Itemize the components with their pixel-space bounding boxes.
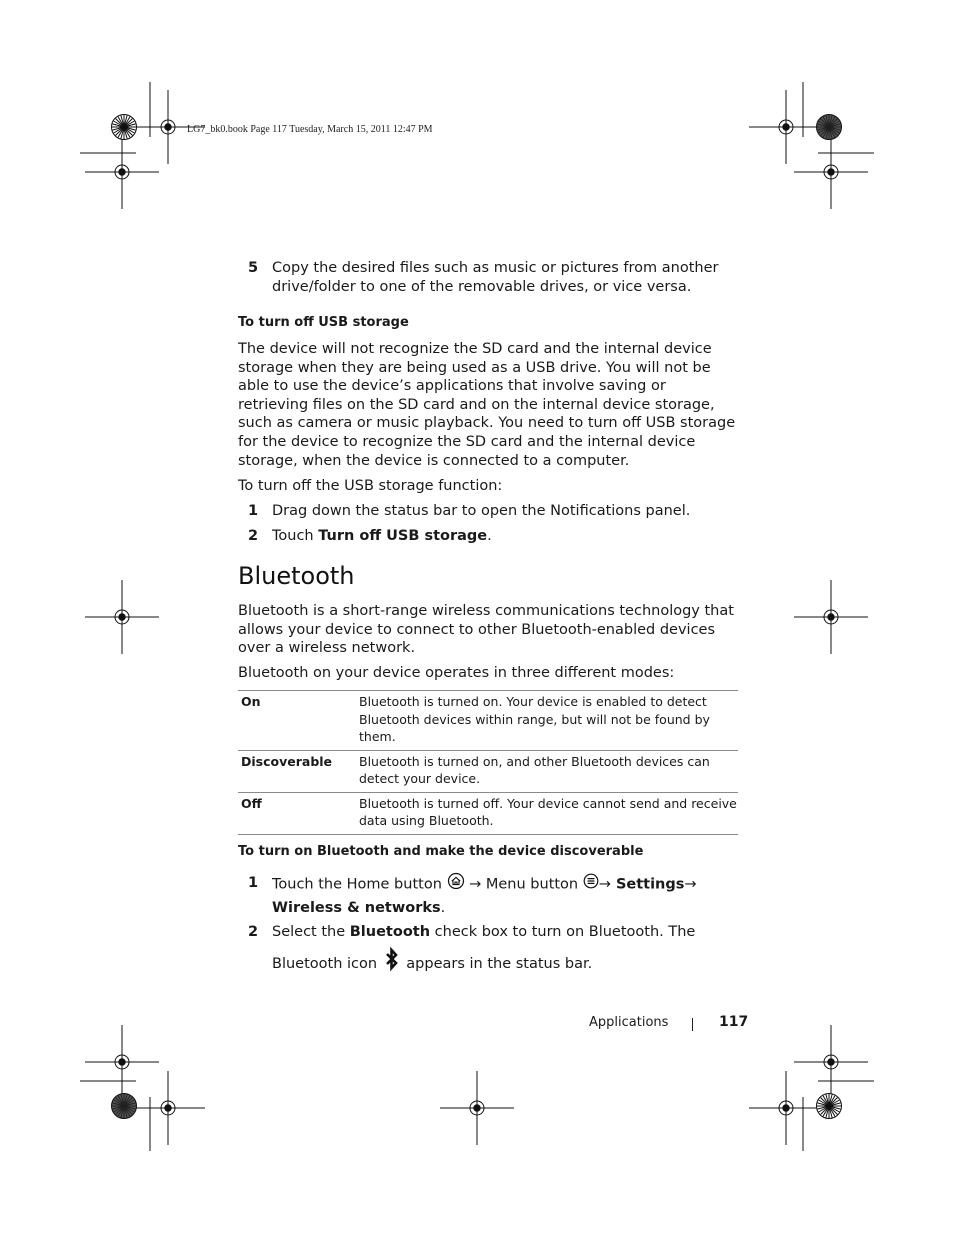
step-text [272, 527, 738, 546]
mode-description: Bluetooth is turned on. Your device is enabled to detect Bluetooth devices within range, but will not be found by them. [359, 694, 710, 744]
registration-target [131, 1071, 205, 1145]
mode-name: On [241, 694, 261, 709]
modes-intro: Bluetooth on your device operates in three different modes: [238, 665, 675, 681]
step-text-part: check box to turn on Bluetooth. The Bluetooth icon [272, 924, 696, 972]
bluetooth-step-2 [238, 918, 738, 982]
footer-divider [692, 1018, 693, 1031]
step-5 [238, 259, 738, 296]
starburst-mark [112, 115, 137, 140]
registration-target [794, 1025, 868, 1099]
bluetooth-title: Bluetooth [238, 562, 355, 590]
wireless-networks-label: Wireless & networks [272, 900, 441, 916]
step-text-part: appears in the status bar. [401, 956, 593, 972]
step-number: 1 [248, 503, 259, 519]
usb-step-2 [238, 527, 738, 546]
registration-target [440, 1071, 514, 1145]
mode-description: Bluetooth is turned off. Your device cannot send and receive data using Bluetooth. [359, 795, 737, 828]
step-suffix: . [487, 528, 492, 544]
usb-heading: To turn off USB storage [238, 315, 409, 330]
registration-target [749, 1071, 823, 1145]
mode-description: Bluetooth is turned on, and other Bluetooth devices can detect your device. [359, 753, 710, 786]
starburst-mark [112, 1094, 137, 1119]
registration-target [794, 135, 868, 209]
step-text-part: Touch the Home button [272, 876, 447, 893]
home-icon [447, 872, 465, 897]
registration-target [794, 580, 868, 654]
settings-label: Settings [610, 876, 685, 893]
table-row [238, 750, 738, 792]
usb-intro: To turn off the USB storage function: [238, 478, 503, 494]
footer-section-name: Applications [589, 1015, 669, 1030]
mode-name: Discoverable [241, 753, 333, 769]
bluetooth-checkbox-label: Bluetooth [349, 924, 431, 940]
bluetooth-step-1 [238, 872, 738, 919]
registration-target [749, 90, 823, 164]
registration-target [85, 1025, 159, 1099]
table-row [238, 691, 738, 751]
starburst-mark [817, 1094, 842, 1119]
step-text-part: Select the [272, 924, 350, 940]
step-number: 1 [248, 875, 259, 891]
step-number: 2 [248, 528, 259, 544]
step-prefix: Touch [272, 528, 319, 544]
step-text-part: . [440, 900, 446, 916]
discoverable-heading: To turn on Bluetooth and make the device discoverable [238, 844, 644, 859]
mode-name: Off [241, 795, 262, 811]
step-text-part: Menu button [481, 876, 583, 893]
bluetooth-modes-table [238, 690, 738, 835]
step-text: Copy the desired files such as music or pictures from another drive/folder to one of the removable drives, or vice versa. [272, 260, 719, 295]
bluetooth-icon [382, 946, 402, 982]
step-text [272, 918, 738, 982]
arrow: → [598, 876, 611, 893]
registration-target [85, 580, 159, 654]
starburst-mark [817, 115, 842, 140]
table-row [238, 792, 738, 834]
step-text: Drag down the status bar to open the Notifications panel. [272, 503, 691, 519]
step-text [272, 872, 738, 919]
usb-paragraph: The device will not recognize the SD card and the internal device storage when they are being used as a USB drive. You will not be able to use the device’s applications that involve saving or retrieving files on the SD card and on the internal device storage, such as camera or music playback. You need to turn off USB storage for the device to recognize the SD card and the internal device storage, when the device is connected to a computer. [238, 341, 736, 469]
registration-target [85, 135, 159, 209]
usb-step-1 [238, 502, 738, 521]
menu-icon [583, 873, 599, 896]
print-header: LG7_bk0.book Page 117 Tuesday, March 15, 2011 12:47 PM [187, 124, 433, 135]
page-number: 117 [719, 1014, 749, 1030]
step-number: 2 [248, 924, 259, 940]
step-number: 5 [248, 260, 259, 276]
turn-off-usb-storage-label: Turn off USB storage [318, 528, 488, 544]
arrow: → [684, 876, 697, 893]
arrow: → [469, 876, 482, 893]
bluetooth-paragraph: Bluetooth is a short-range wireless communications technology that allows your device to connect to other Bluetooth-enabled devices over a wireless network. [238, 603, 734, 657]
